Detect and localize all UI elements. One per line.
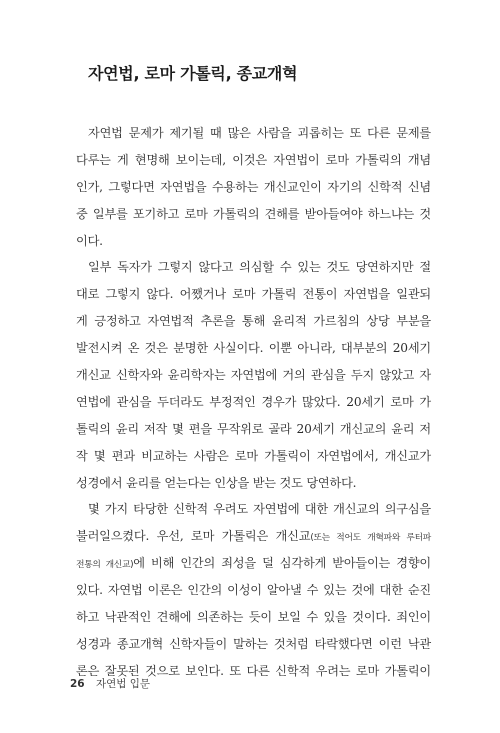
text-fragment: 에 비해 인간의 죄성을 덜 심각하게 받아들이는 경향이 bbox=[133, 556, 431, 571]
text-line: 중 일부를 포기하고 로마 가톨릭의 견해를 받아들여야 하느냐는 것 bbox=[76, 206, 431, 221]
text-line: 작 몇 편과 비교하는 사람은 로마 가톨릭이 자연법에서, 개신교가 bbox=[76, 448, 431, 463]
text-line: 성경과 종교개혁 신학자들이 말하는 것처럼 타락했다면 이런 낙관 bbox=[76, 636, 431, 651]
text-line bbox=[76, 523, 431, 550]
page-number: 26 bbox=[70, 678, 85, 690]
section-heading: 자연법, 로마 가톨릭, 종교개혁 bbox=[88, 64, 298, 83]
book-title: 자연법 입문 bbox=[95, 678, 151, 690]
text-fragment: 불러일으켰다. 우선, 로마 가톨릭은 개신교 bbox=[76, 529, 311, 544]
text-line: 일부 독자가 그렇지 않다고 의심할 수 있는 것도 당연하지만 절 bbox=[88, 260, 431, 275]
text-line: 톨릭의 윤리 저작 몇 편을 무작위로 골라 20세기 개신교의 윤리 저 bbox=[76, 421, 431, 436]
text-line: 다루는 게 현명해 보이는데, 이것은 자연법이 로마 가톨릭의 개념 bbox=[76, 152, 431, 167]
text-line: 하고 낙관적인 견해에 의존하는 듯이 보일 수 있을 것이다. 죄인이 bbox=[76, 610, 431, 625]
text-line: 인가, 그렇다면 자연법을 수용하는 개신교인이 자기의 신학적 신념 bbox=[76, 179, 431, 194]
text-line: 몇 가지 타당한 신학적 우려도 자연법에 대한 개신교의 의구심을 bbox=[88, 502, 431, 517]
text-line: 게 긍정하고 자연법적 추론을 통해 윤리적 가르침의 상당 부분을 bbox=[76, 314, 431, 329]
text-line: 성경에서 윤리를 얻는다는 인상을 받는 것도 당연하다. bbox=[76, 475, 357, 490]
page-footer bbox=[70, 676, 150, 691]
text-line: 이다. bbox=[76, 233, 103, 248]
text-line: 연법에 관심을 두더라도 부정적인 경우가 많았다. 20세기 로마 가 bbox=[76, 394, 431, 409]
text-line bbox=[76, 550, 431, 577]
text-line: 대로 그렇지 않다. 어쨌거나 로마 가톨릭 전통이 자연법을 일관되 bbox=[76, 287, 431, 302]
text-line: 있다. 자연법 이론은 인간의 이성이 알아낼 수 있는 것에 대한 순진 bbox=[76, 583, 431, 598]
inline-note: (또는 적어도 개혁파와 루터파 bbox=[310, 533, 431, 544]
text-line: 자연법 문제가 제기될 때 많은 사람을 괴롭히는 또 다른 문제를 bbox=[88, 126, 431, 140]
inline-note: 전통의 개신교) bbox=[76, 560, 134, 571]
text-line: 론은 잘못된 것으로 보인다. 또 다른 신학적 우려는 로마 가톨릭이 bbox=[76, 663, 431, 678]
text-line: 발전시켜 온 것은 분명한 사실이다. 이뿐 아니라, 대부분의 20세기 bbox=[76, 341, 431, 356]
text-line: 개신교 신학자와 윤리학자는 자연법에 거의 관심을 두지 않았고 자 bbox=[76, 368, 431, 383]
body-text bbox=[76, 120, 431, 685]
